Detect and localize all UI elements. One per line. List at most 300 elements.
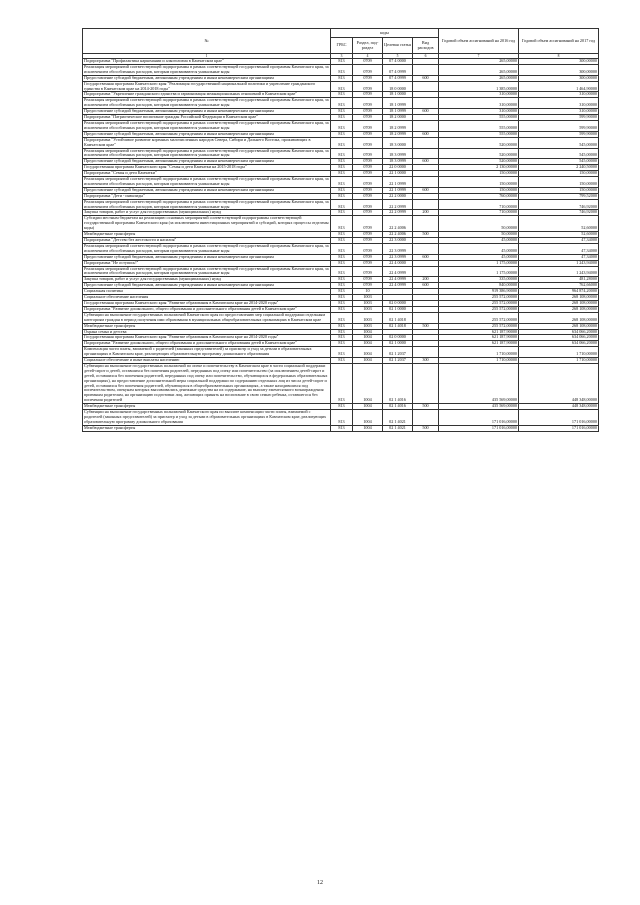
row-amount-2017: 268 108,00000 [519,312,599,323]
row-amount-2017: 1 243,94000 [519,266,599,277]
row-target-article: 18 3 0999 [383,159,413,165]
row-amount-2016: 710,00000 [439,199,519,210]
row-amount-2017: 150,00000 [519,177,599,188]
row-amount-2017: 746,92000 [519,210,599,216]
row-amount-2016: 255 572,00000 [439,312,519,323]
row-razdel: 0709 [353,159,383,165]
row-amount-2016: 310,00000 [439,92,519,98]
row-target-article: 02 1 2037 [383,347,413,358]
row-razdel: 0709 [353,81,383,92]
row-name: Субвенции на выполнение государственных полномочий по опеке и попечительству в Камчатском крае в части социальной поддержки детей-сирот и детей, оставшихся без попечения родителей, переданных под опеку или попечительство (за исключением детей-сирот и детей, оставшихся без попечения родителей, переданных под опеку или попечительство, обучающихся в федеральных образовательных организациях), на предоставление дополнительной меры социальной поддержки по содержанию отдельных лиц из числа детей-сирот и детей, оставшихся без попечения родителей, обучающихся в общеобразовательных организациях, а также находившихся под попечительством, опекунам которых выплачивались денежные средства на их содержание, на выплату ежемесячного вознаграждения приемным родителям, на организацию подготовки лиц, желающих принять на воспитание в свою семью ребенка, оставшегося без попечения родителей [83,363,331,403]
row-grbs: 813 [331,59,353,65]
row-amount-2016: 520,00000 [439,137,519,148]
row-target-article: 22 4 0999 [383,277,413,283]
row-razdel: 0709 [353,171,383,177]
row-expense-type: 500 [413,425,439,431]
row-name: Подпрограмма "Профилактика наркомании и алкоголизма в Камчатском крае" [83,59,331,65]
row-name: Предоставление субсидий бюджетным, автономным учреждениям и иным некоммерческим организациям [83,254,331,260]
row-amount-2017: 634 066,20000 [519,329,599,335]
table-row [83,199,599,210]
row-grbs: 813 [331,341,353,347]
row-grbs: 813 [331,131,353,137]
row-razdel: 0709 [353,148,383,159]
row-grbs: 813 [331,243,353,254]
row-target-article: 22 1 0999 [383,177,413,188]
row-grbs: 813 [331,277,353,283]
row-grbs: 813 [331,312,353,323]
row-expense-type: 600 [413,159,439,165]
row-expense-type: 200 [413,210,439,216]
row-amount-2017: 634 066,20000 [519,341,599,347]
row-name: Компенсация части платы, взимаемой с родителей (законных представителей) за присмотр и уход за детьми в образовательных организациях в Камчатском крае, реализующих образовательную программу дошкольного образования [83,347,331,358]
row-grbs: 813 [331,109,353,115]
row-amount-2016: 520,00000 [439,159,519,165]
row-amount-2016: 255 572,00000 [439,306,519,312]
row-grbs: 813 [331,216,353,232]
row-target-article: 18 1 0999 [383,98,413,109]
row-grbs: 813 [331,75,353,81]
header-expense-type: Вид расходов [413,38,439,54]
row-target-article: 18 3 0999 [383,148,413,159]
row-grbs: 813 [331,335,353,341]
row-expense-type: 600 [413,75,439,81]
table-row [83,148,599,159]
row-amount-2016: 840,00000 [439,283,519,289]
row-name: Подпрограмма "Укрепление гражданского единства и гармонизация межнациональных отношений в Камчатском крае" [83,92,331,98]
row-amount-2017: 964 874,20000 [519,289,599,295]
row-target-article: 22 3 0999 [383,243,413,254]
table-row [83,64,599,75]
row-razdel: 0709 [353,115,383,121]
row-razdel: 1004 [353,347,383,358]
row-amount-2017: 47,34000 [519,243,599,254]
row-razdel: 1004 [353,425,383,431]
row-expense-type [413,137,439,148]
row-razdel: 0709 [353,193,383,199]
table-row [83,137,599,148]
row-razdel: 0709 [353,109,383,115]
row-name: Социальное обеспечение и иные выплаты населению [83,358,331,364]
row-name: Государственная программа Камчатского края "Семья и дети Камчатки на 2015-2018 годы" [83,165,331,171]
row-amount-2017: 310,00000 [519,98,599,109]
row-amount-2016: 1 385,00000 [439,81,519,92]
row-expense-type: 600 [413,131,439,137]
row-expense-type: 600 [413,283,439,289]
row-amount-2017: 310,00000 [519,92,599,98]
table-row [83,177,599,188]
row-expense-type: 500 [413,404,439,410]
row-grbs: 813 [331,300,353,306]
row-razdel: 1003 [353,300,383,306]
column-number: 1 [83,54,331,59]
row-razdel: 1004 [353,363,383,403]
row-expense-type [413,216,439,232]
header-grbs: ГРБС [331,38,353,54]
row-grbs: 813 [331,148,353,159]
table-row [83,98,599,109]
row-name: Субсидии местным бюджетам на реализацию основных мероприятий соответствующей подпрограммы соответствующей государственной программы Камчатского края (за исключением инвестиционных мероприятий и субсидий, которых процессы отделены коды) [84,215,329,231]
row-razdel: 1004 [353,358,383,364]
row-amount-2017: 599,90000 [519,115,599,121]
row-amount-2017: 634 066,20000 [519,335,599,341]
row-amount-2016: 435 569,00000 [439,404,519,410]
row-target-article: 02 1 2037 [383,358,413,364]
row-razdel: 0709 [353,266,383,277]
row-grbs: 813 [331,81,353,92]
row-grbs: 813 [331,260,353,266]
row-target-article: 02 1 4021 [383,425,413,431]
row-amount-2016: 265,00000 [439,75,519,81]
row-grbs: 813 [331,92,353,98]
row-target-article: 07 4 0000 [383,59,413,65]
row-name: Социальное обеспечение населения [83,295,331,301]
row-amount-2017: 300,00000 [519,75,599,81]
row-razdel: 0709 [353,187,383,193]
row-razdel: 0709 [353,277,383,283]
row-expense-type [413,243,439,254]
row-amount-2016: 335,00000 [439,277,519,283]
column-number: 5 [383,54,413,59]
row-razdel: 0709 [353,98,383,109]
table-row [83,410,599,426]
row-amount-2016: 1 175,00000 [439,260,519,266]
row-amount-2016: 520,00000 [439,148,519,159]
row-expense-type: 600 [413,109,439,115]
row-target-article: 18 1 0999 [383,109,413,115]
row-grbs: 813 [331,159,353,165]
row-grbs: 813 [331,187,353,193]
row-grbs: 813 [331,115,353,121]
row-amount-2017: 1 710,00000 [519,358,599,364]
row-name: Предоставление субсидий бюджетным, автономным учреждениям и иным некоммерческим организациям [83,283,331,289]
row-name: Предоставление субсидий бюджетным, автономным учреждениям и иным некоммерческим организациям [83,187,331,193]
row-amount-2016: 621 187,90000 [439,329,519,335]
row-grbs: 813 [331,358,353,364]
row-amount-2016: 1 710,00000 [439,358,519,364]
row-amount-2017: 746,92000 [519,199,599,210]
row-name: Реализация мероприятий соответствующей подпрограммы в рамках соответствующей государственной программы Камчатского края, за исключением обособленных расходов, которым присваиваются уникальные коды [84,176,329,186]
row-grbs: 813 [331,193,353,199]
row-grbs: 813 [331,232,353,238]
row-name: Предоставление субсидий бюджетным, автономным учреждениям и иным некоммерческим организациям [83,159,331,165]
row-name: Реализация мероприятий соответствующей подпрограммы в рамках соответствующей государственной программы Камчатского края, за исключением обособленных расходов, которым присваиваются уникальные коды [84,199,329,209]
row-expense-type [413,148,439,159]
row-target-article: 07 4 0999 [383,64,413,75]
row-razdel: 0709 [353,165,383,171]
row-grbs: 813 [331,98,353,109]
row-name: Подпрограмма "Патриотическое воспитание граждан Российской Федерации в Камчатском крае" [83,115,331,121]
row-target-article: 02 1 4021 [383,410,413,426]
row-razdel: 1003 [353,323,383,329]
row-razdel: 0709 [353,283,383,289]
row-target-article: 02 1 0000 [383,306,413,312]
row-name: Реализация мероприятий соответствующей подпрограммы в рамках соответствующей государственной программы Камчатского края, за исключением обособленных расходов, которым присваиваются уникальные коды [84,266,329,276]
row-target-article: 22 4 0000 [383,260,413,266]
row-amount-2017: 1 464,90000 [519,81,599,92]
row-grbs: 813 [331,347,353,358]
header-year-2017: Годовой объем ассигнований на 2017 год [519,29,599,54]
table-row [83,216,599,232]
row-amount-2016: 310,00000 [439,109,519,115]
row-target-article: 02 1 4018 [383,312,413,323]
row-target-article: 18 3 0000 [383,137,413,148]
row-expense-type: 600 [413,187,439,193]
row-name: Предоставление субсидий бюджетным, автономным учреждениям и иным некоммерческим организациям [83,131,331,137]
row-razdel: 0709 [353,199,383,210]
row-amount-2016: 255 572,00000 [439,323,519,329]
row-name: Подпрограмма "Развитие дошкольного, общего образования и дополнительного образования детей в Камчатском крае" [83,306,331,312]
row-amount-2017: 268 108,00000 [519,306,599,312]
row-name: Закупка товаров, работ и услуг для государственных (муниципальных) нужд [83,277,331,283]
row-amount-2016: 45,00000 [439,238,519,244]
row-target-article: 18 0 0000 [383,81,413,92]
row-razdel: 0709 [353,92,383,98]
row-amount-2016: 710,00000 [439,210,519,216]
row-amount-2017: 171 016,00000 [519,425,599,431]
row-amount-2017: 545,00000 [519,159,599,165]
row-grbs: 813 [331,210,353,216]
row-amount-2017: 545,00000 [519,148,599,159]
row-target-article: 22 3 0000 [383,238,413,244]
row-grbs: 813 [331,64,353,75]
row-expense-type [413,347,439,358]
row-amount-2016: 171 016,00000 [439,425,519,431]
row-target-article: 18 2 0999 [383,120,413,131]
row-grbs: 813 [331,283,353,289]
row-razdel: 0709 [353,75,383,81]
row-target-article: 22 4 0999 [383,266,413,277]
table-body [83,59,599,432]
row-name: Подпрограмма "Семья и дети Камчатки" [83,171,331,177]
row-razdel: 0709 [353,210,383,216]
table-row [83,347,599,358]
row-amount-2017: 150,00000 [519,171,599,177]
header-codes: коды [331,29,439,38]
row-target-article: 22 2 0999 [383,210,413,216]
row-grbs: 813 [331,254,353,260]
row-grbs: 813 [331,120,353,131]
row-target-article: 02 0 0000 [383,335,413,341]
row-amount-2016: 2 130,00000 [439,165,519,171]
row-name: Субвенции на выполнение государственных полномочий Камчатского края по предоставлению мер социальной поддержки отдельным категориям граждан в период получения ими образования в муниципальных общеобразовательных организациях в Камчатском крае [83,312,331,323]
table-row [83,363,599,403]
row-name: Реализация мероприятий соответствующей подпрограммы в рамках соответствующей государственной программы Камчатского края, за исключением обособленных расходов, которым присваиваются уникальные коды [84,97,329,108]
row-amount-2016: 760,00000 [439,193,519,199]
row-grbs: 813 [331,295,353,301]
row-name: Реализация мероприятий соответствующей подпрограммы в рамках соответствующей государственной программы Камчатского края, за исключением обособленных расходов, которым присваиваются уникальные коды [84,243,329,253]
row-name: Подпрограмма "Не оступись!" [83,260,331,266]
row-target-article: 22 1 0000 [383,171,413,177]
column-number: 7 [439,54,519,59]
row-target-article: 22 3 0999 [383,254,413,260]
row-grbs: 813 [331,289,353,295]
row-amount-2017: 762,66000 [519,283,599,289]
budget-table-page [82,28,598,432]
row-razdel: 1004 [353,335,383,341]
table-row [83,81,599,92]
row-grbs: 813 [331,425,353,431]
row-expense-type [413,177,439,188]
row-amount-2017: 481,28000 [519,277,599,283]
row-name: Государственная программа Камчатского края "Развитие образования в Камчатском крае на 2014-2020 годы" [83,335,331,341]
row-razdel: 0709 [353,254,383,260]
table-row [83,266,599,277]
row-amount-2016: 435 569,00000 [439,363,519,403]
row-grbs: 813 [331,306,353,312]
row-expense-type [413,199,439,210]
row-target-article: 18 1 0000 [383,92,413,98]
row-name: Межбюджетные трансферты [83,323,331,329]
row-expense-type [413,266,439,277]
row-target-article: 07 4 0999 [383,75,413,81]
row-target-article: 22 2 0000 [383,193,413,199]
row-target-article: 22 2 4006 [383,232,413,238]
row-expense-type [413,81,439,92]
row-amount-2017: 448 348,00000 [519,363,599,403]
row-razdel: 1003 [353,295,383,301]
row-amount-2016: 1 175,00000 [439,266,519,277]
row-razdel: 1004 [353,404,383,410]
row-target-article: 02 1 4016 [383,404,413,410]
row-amount-2017: 1 243,94000 [519,260,599,266]
row-amount-2016: 150,00000 [439,187,519,193]
header-razdel: Раздел, под-раздел [353,38,383,54]
row-target-article: 02 1 4016 [383,363,413,403]
row-name: Государственная программа Камчатского края "Реализация государственной национальной политики и укрепление гражданского единства в Камчатском крае на 2014-2018 годы" [83,81,331,92]
budget-table [82,28,599,432]
row-name: Межбюджетные трансферты [83,425,331,431]
row-name: Подпрограмма "Дети - инвалиды" [83,193,331,199]
row-razdel: 1003 [353,306,383,312]
row-grbs: 813 [331,323,353,329]
page-number: 12 [317,880,323,886]
row-expense-type: 200 [413,277,439,283]
row-amount-2017: 448 348,00000 [519,404,599,410]
row-name: Реализация мероприятий соответствующей подпрограммы в рамках соответствующей государственной программы Камчатского края, за исключением обособленных расходов, которым присваиваются уникальные коды [84,120,329,130]
row-razdel: 0709 [353,64,383,75]
row-razdel: 0709 [353,260,383,266]
row-amount-2017: 47,34000 [519,238,599,244]
column-number: 4 [353,54,383,59]
row-target-article: 18 2 0000 [383,115,413,121]
row-razdel: 0709 [353,131,383,137]
row-amount-2017: 599,90000 [519,131,599,137]
row-target-article: 18 2 0999 [383,131,413,137]
row-expense-type [413,312,439,323]
row-amount-2017: 268 108,00000 [519,300,599,306]
row-razdel: 1004 [353,341,383,347]
row-amount-2016: 45,00000 [439,254,519,260]
row-razdel: 10 [353,289,383,295]
row-expense-type: 500 [413,232,439,238]
row-target-article: 22 0 0000 [383,165,413,171]
table-row [83,243,599,254]
row-amount-2017: 47,34000 [519,254,599,260]
row-grbs: 813 [331,137,353,148]
row-target-article: 22 2 0999 [383,199,413,210]
row-razdel: 0709 [353,238,383,244]
row-expense-type [413,120,439,131]
table-row [83,425,599,431]
row-amount-2017: 52,60000 [519,216,599,232]
row-grbs: 813 [331,177,353,188]
header-target-article: Целевая статья [383,38,413,54]
column-number: 6 [413,54,439,59]
row-amount-2016: 265,00000 [439,64,519,75]
row-amount-2017: 171 016,00000 [519,410,599,426]
row-amount-2017: 150,00000 [519,187,599,193]
row-grbs: 813 [331,363,353,403]
row-name: Подпрограмма "Устойчивое развитие коренных малочисленных народов Севера, Сибири и Дальнего Востока, проживающих в Камчатском крае" [83,137,331,148]
row-grbs: 813 [331,238,353,244]
row-expense-type [413,98,439,109]
row-amount-2017: 2 240,50000 [519,165,599,171]
row-name: Предоставление субсидий бюджетным, автономным учреждениям и иным некоммерческим организациям [83,109,331,115]
row-amount-2017: 799,52000 [519,193,599,199]
row-expense-type: 300 [413,358,439,364]
row-amount-2016: 310,00000 [439,98,519,109]
row-amount-2016: 265,00000 [439,59,519,65]
row-amount-2016: 1 710,00000 [439,347,519,358]
row-razdel: 0709 [353,177,383,188]
row-amount-2016: 621 187,90000 [439,335,519,341]
row-name: Социальная политика [83,289,331,295]
row-expense-type: 500 [413,323,439,329]
row-amount-2016: 45,00000 [439,243,519,254]
row-amount-2016: 555,00000 [439,120,519,131]
row-amount-2017: 1 710,00000 [519,347,599,358]
column-number: 3 [331,54,353,59]
row-grbs: 813 [331,171,353,177]
row-grbs: 813 [331,165,353,171]
row-grbs: 813 [331,199,353,210]
row-amount-2017: 599,90000 [519,120,599,131]
row-amount-2016: 555,00000 [439,115,519,121]
row-razdel: 0709 [353,243,383,254]
row-name: Предоставление субсидий бюджетным, автономным учреждениям и иным некоммерческим организациям [83,75,331,81]
row-amount-2016: 150,00000 [439,177,519,188]
row-name: Субвенции на выполнение государственных полномочий Камчатского края по выплате компенсации части платы, взимаемой с родителей (законных представителей) за присмотр и уход за детьми в образовательных организациях в Камчатском крае, реализующих образовательную программу дошкольного образования [83,410,331,426]
row-razdel: 0709 [353,59,383,65]
row-amount-2017: 300,00000 [519,64,599,75]
row-amount-2016: 255 572,00000 [439,300,519,306]
row-expense-type [413,410,439,426]
row-name: Реализация мероприятий соответствующей подпрограммы в рамках соответствующей государственной программы Камчатского края, за исключением обособленных расходов, которым присваиваются уникальные коды [84,148,329,158]
row-target-article: 22 1 0999 [383,187,413,193]
table-row [83,312,599,323]
row-grbs: 813 [331,266,353,277]
row-razdel: 0709 [353,137,383,148]
row-grbs: 813 [331,404,353,410]
row-razdel: 1003 [353,312,383,323]
row-amount-2016: 621 187,90000 [439,341,519,347]
row-name: Подпрограмма "Развитие дошкольного, общего образования и дополнительного образования детей в Камчатском крае" [83,341,331,347]
row-razdel: 1004 [353,410,383,426]
row-grbs: 813 [331,410,353,426]
header-name: № [83,29,331,54]
row-name: Закупка товаров, работ и услуг для государственных (муниципальных) нужд [83,210,331,216]
row-amount-2017: 52,60000 [519,232,599,238]
row-amount-2016: 50,00000 [439,232,519,238]
header-year-2016: Годовой объем ассигнований на 2016 год [439,29,519,54]
row-razdel: 0709 [353,120,383,131]
row-expense-type [413,64,439,75]
row-target-article: 02 1 4018 [383,323,413,329]
row-amount-2016: 255 572,00000 [439,295,519,301]
row-name: Государственная программа Камчатского края "Развитие образования в Камчатском крае на 2014-2020 годы" [83,300,331,306]
row-amount-2016: 171 016,00000 [439,410,519,426]
row-amount-2016: 919 386,90000 [439,289,519,295]
